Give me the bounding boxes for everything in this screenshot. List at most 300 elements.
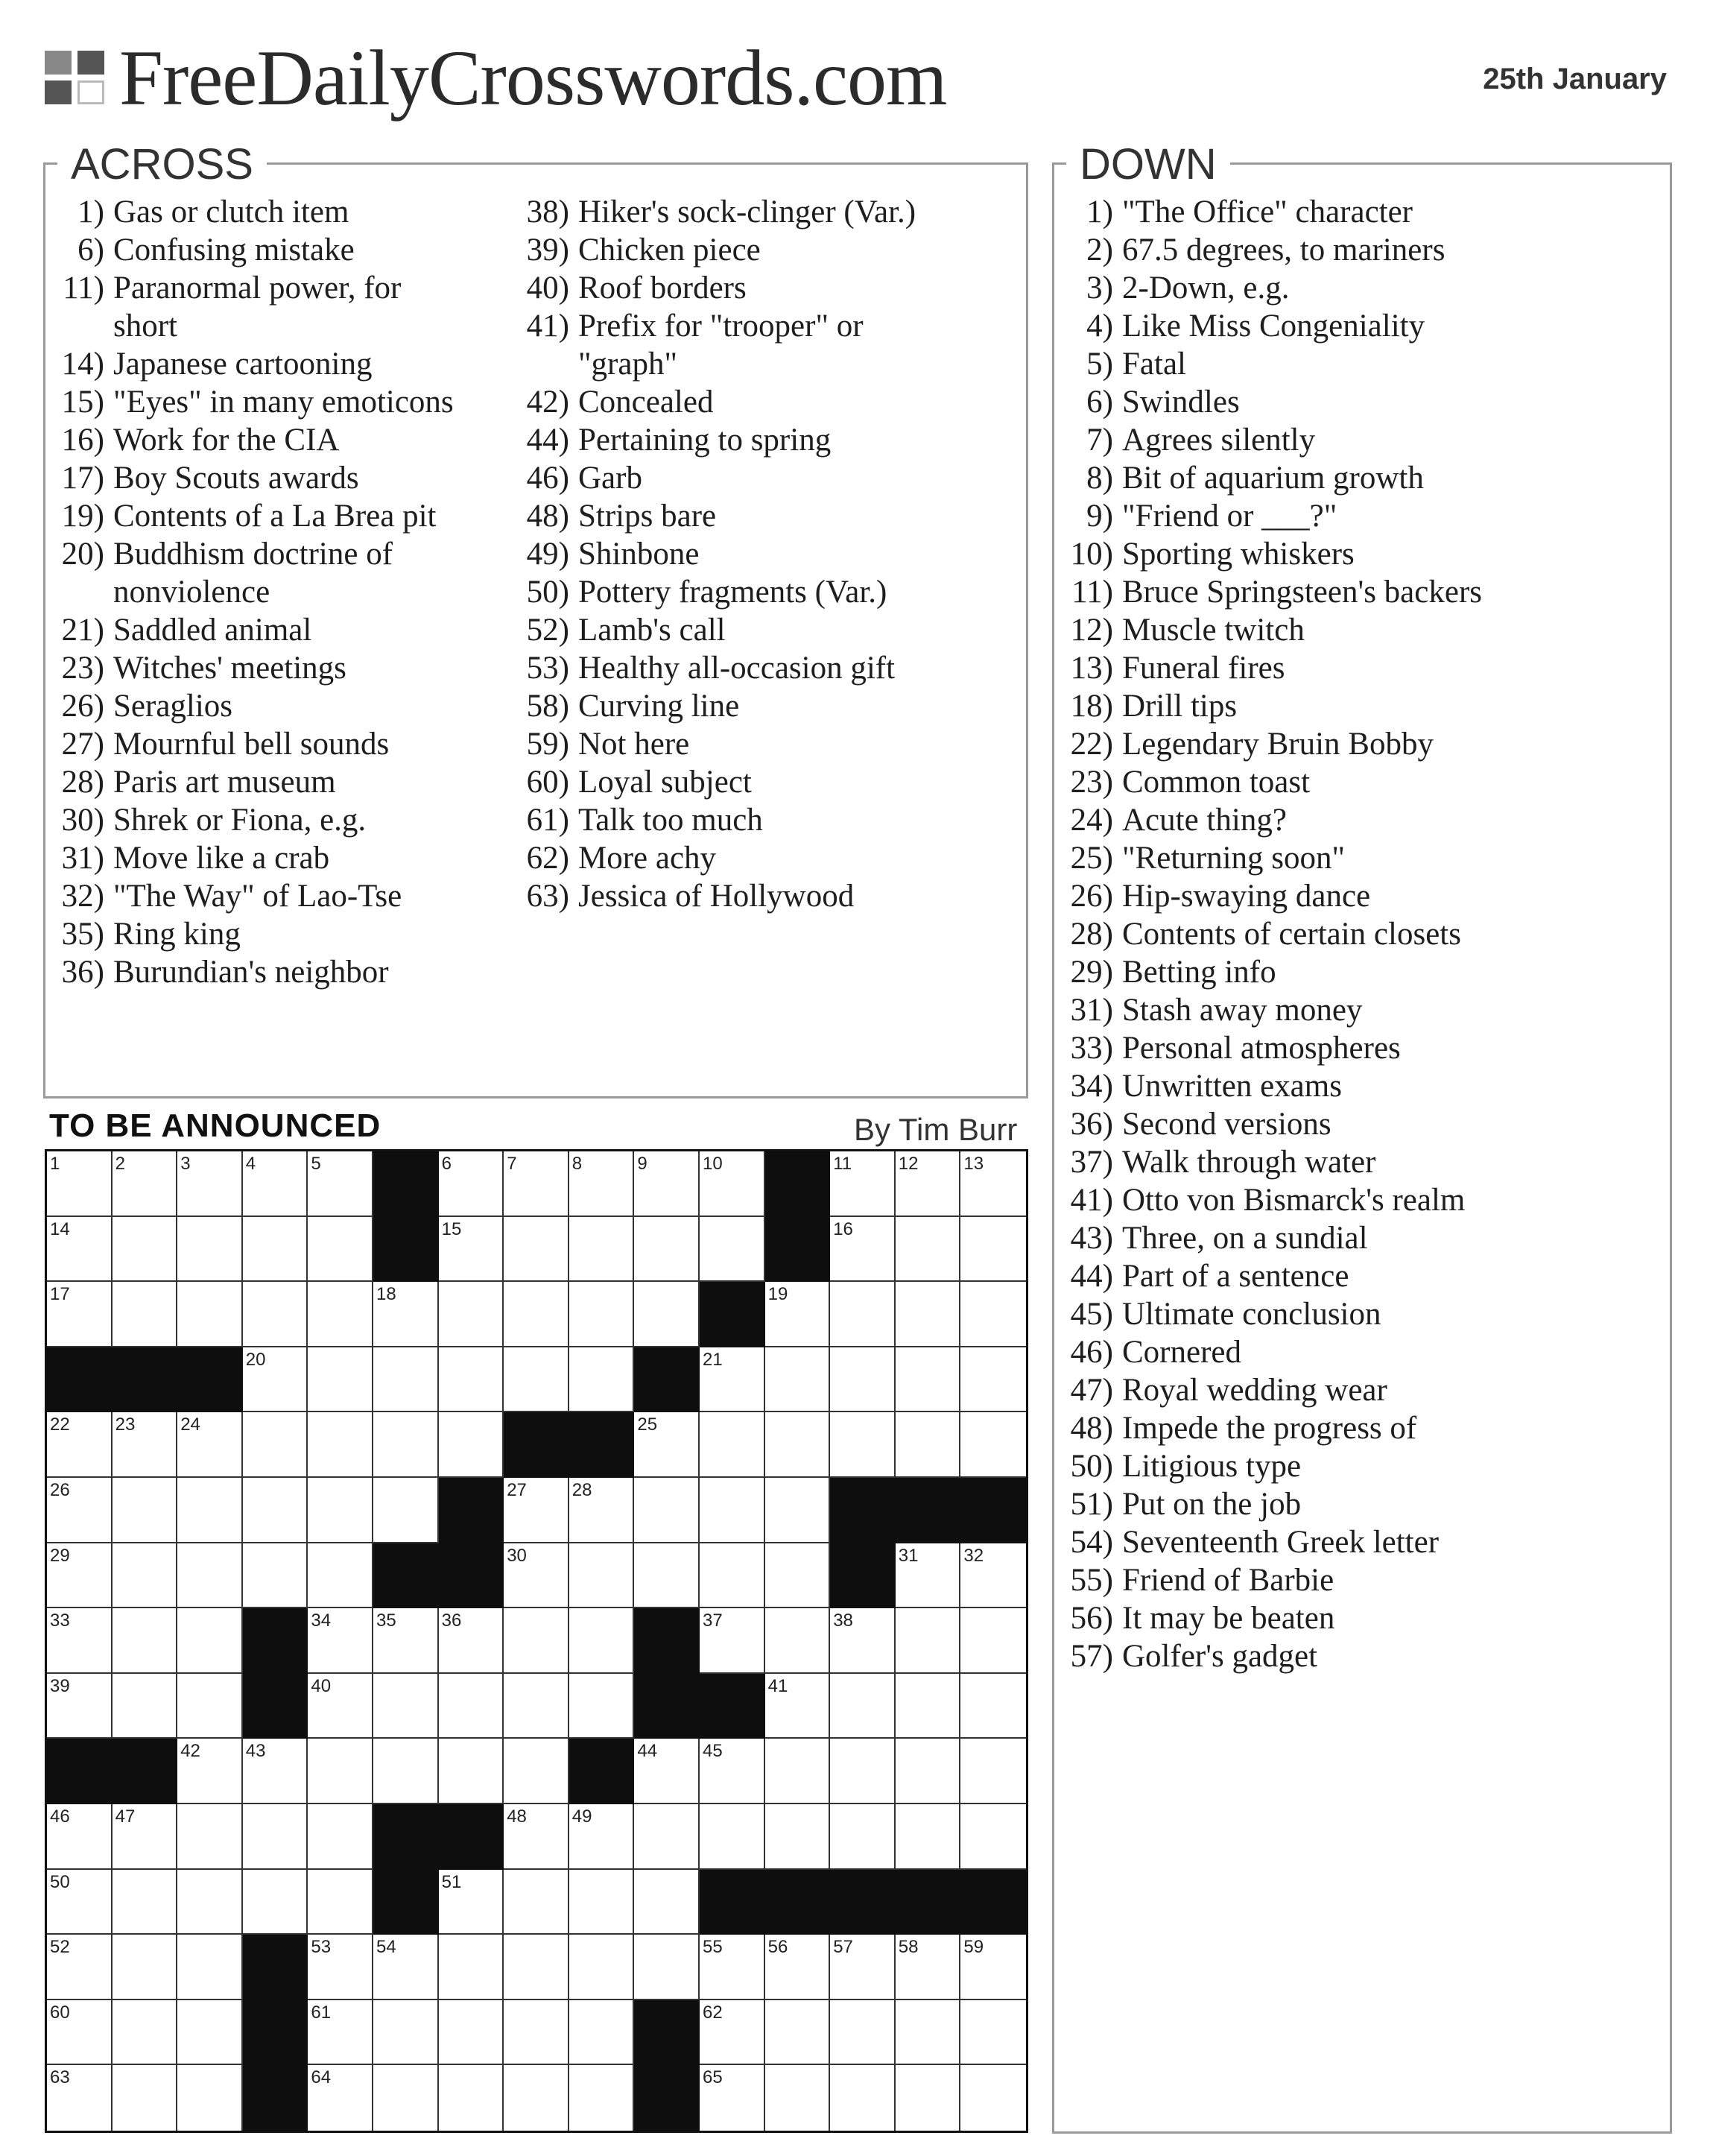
clue-text: Ring king [113,917,241,952]
grid-cell [308,2000,373,2066]
cell-number: 52 [50,1937,70,1958]
grid-cell [700,1347,765,1413]
cell-number: 17 [50,1284,70,1305]
across-clue [50,687,527,725]
grid-cell [960,1739,1026,1804]
cell-number: 40 [311,1675,332,1696]
down-clue [1059,421,1655,459]
logo-square [77,51,104,75]
across-clue [515,839,1022,877]
grid-cell [177,1543,243,1609]
grid-cell [896,1217,961,1283]
clue-text: Prefix for "trooper" or "graph" [578,309,864,382]
clue-text: Drill tips [1122,689,1238,724]
clue-number: 13) [1070,651,1113,686]
cell-number: 22 [50,1414,70,1435]
cell-number: 10 [702,1154,723,1174]
cell-number: 55 [702,1937,723,1958]
grid-cell [243,1217,308,1283]
grid-cell [634,1478,700,1543]
grid-cell [896,1151,961,1217]
grid-cell [308,1674,373,1739]
clue-text: "The Office" character [1122,195,1413,230]
grid-cell [308,1870,373,1935]
grid-cell [765,1935,831,2000]
grid-cell [308,1151,373,1217]
across-clue [50,839,527,877]
logo-square [45,51,72,75]
clue-number: 11) [63,271,104,306]
grid-cell [830,2065,896,2131]
down-clue [1059,193,1655,231]
cell-number: 6 [441,1154,452,1174]
grid-cell [439,1935,504,2000]
grid-cell [439,1739,504,1804]
down-clue [1059,459,1655,497]
cell-number: 65 [702,2067,723,2088]
grid-cell [700,1543,765,1609]
grid-cell [177,2065,243,2131]
across-clue [50,497,527,535]
cell-number: 44 [637,1741,658,1762]
grid-cell [113,1478,178,1543]
clue-number: 24) [1070,803,1113,838]
grid-cell [47,2065,113,2131]
puzzle-title: TO BE ANNOUNCED [49,1107,381,1144]
grid-cell [569,1217,635,1283]
cell-number: 19 [767,1284,788,1305]
clue-number: 20) [61,537,104,572]
grid-cell [830,1347,896,1413]
grid-cell [47,1543,113,1609]
clue-number: 61) [526,803,569,838]
down-clue [1059,611,1655,649]
cell-number: 49 [571,1806,592,1827]
grid-cell [177,1739,243,1804]
grid-cell [569,1151,635,1217]
cell-number: 7 [507,1154,517,1174]
clue-number: 6) [77,233,104,268]
clue-number: 56) [1070,1601,1113,1636]
cell-number: 34 [311,1610,332,1631]
clue-number: 36) [61,955,104,990]
grid-cell [569,1608,635,1674]
down-clue [1059,1219,1655,1257]
clue-number: 18) [1070,689,1113,724]
clue-number: 5) [1086,347,1113,382]
cell-number: 48 [507,1806,527,1827]
down-clue [1059,383,1655,421]
grid-cell [308,1217,373,1283]
grid-cell [243,1151,308,1217]
cell-number: 24 [180,1414,200,1435]
grid-cell [243,1870,308,1935]
grid-cell [439,1870,504,1935]
grid-cell [439,1151,504,1217]
grid-cell [373,1674,439,1739]
cell-number: 32 [963,1545,984,1566]
cell-number: 39 [50,1675,70,1696]
grid-cell [896,1608,961,1674]
across-clue [50,725,527,763]
black-square [47,1739,113,1804]
clue-number: 39) [526,233,569,268]
grid-cell [634,1151,700,1217]
black-square [700,1282,765,1347]
grid-cell [569,2000,635,2066]
clue-text: Talk too much [578,803,763,838]
cell-number: 33 [50,1610,70,1631]
grid-cell [177,1935,243,2000]
clue-number: 52) [526,613,569,648]
across-clue [515,763,1022,801]
clue-number: 49) [526,537,569,572]
clue-number: 44) [526,423,569,458]
clue-text: Fatal [1122,347,1186,382]
clue-number: 31) [61,841,104,876]
clue-number: 22) [1070,727,1113,762]
across-clue [50,421,527,459]
clue-number: 48) [526,499,569,534]
black-square [569,1412,635,1478]
grid-cell [177,1870,243,1935]
clue-number: 46) [526,461,569,496]
grid-cell [960,1935,1026,2000]
down-clue [1059,1143,1655,1181]
across-clue [50,231,527,269]
cell-number: 9 [637,1154,647,1174]
grid-cell [896,1804,961,1870]
clue-text: Like Miss Congeniality [1122,309,1425,344]
grid-cell [47,1412,113,1478]
clue-text: Bit of aquarium growth [1122,461,1424,496]
grid-cell [830,1804,896,1870]
clue-text: Contents of certain closets [1122,917,1461,952]
grid-cell [569,1674,635,1739]
grid-cell [960,1804,1026,1870]
cell-number: 38 [833,1610,853,1631]
clue-text: Golfer's gadget [1122,1639,1318,1674]
clue-number: 11) [1071,575,1113,610]
down-clue [1059,1333,1655,1371]
cell-number: 2 [115,1154,125,1174]
grid-cell [765,1412,831,1478]
clue-text: Paranormal power, for short [113,271,402,344]
grid-cell [243,1478,308,1543]
grid-cell [765,1608,831,1674]
cell-number: 5 [311,1154,321,1174]
cell-number: 31 [898,1545,919,1566]
grid-cell [243,1543,308,1609]
grid-cell [47,1674,113,1739]
black-square [960,1478,1026,1543]
down-clue [1059,1637,1655,1675]
grid-cell [700,1608,765,1674]
clue-number: 37) [1070,1145,1113,1180]
grid-cell [47,1870,113,1935]
black-square [504,1412,569,1478]
grid-cell [634,1739,700,1804]
cell-number: 61 [311,2002,332,2023]
grid-cell [47,1282,113,1347]
grid-cell [960,1151,1026,1217]
across-clue [515,535,1022,573]
clue-text: Work for the CIA [113,423,340,458]
across-clue [50,649,527,687]
grid-cell [308,1608,373,1674]
grid-cell [634,1870,700,1935]
across-clue [515,877,1022,915]
black-square [243,2065,308,2131]
grid-cell [765,1282,831,1347]
clue-text: Buddhism doctrine of nonviolence [113,537,393,610]
clue-number: 63) [526,879,569,914]
grid-cell [896,2000,961,2066]
grid-cell [373,1347,439,1413]
grid-cell [960,1347,1026,1413]
clue-text: It may be beaten [1122,1601,1335,1636]
clue-text: Witches' meetings [113,651,346,686]
down-clue [1059,1029,1655,1067]
clue-text: Part of a sentence [1122,1259,1349,1294]
grid-cell [504,1282,569,1347]
across-clues-column-1 [50,193,527,991]
across-clue [515,497,1022,535]
clue-text: Paris art museum [113,765,336,800]
clue-text: Funeral fires [1122,651,1285,686]
grid-cell [634,1804,700,1870]
down-clue [1059,1105,1655,1143]
clue-number: 6) [1086,385,1113,420]
down-clue [1059,1599,1655,1637]
clue-text: Healthy all-occasion gift [578,651,896,686]
grid-cell [700,1739,765,1804]
grid-cell [308,1347,373,1413]
grid-cell [830,1608,896,1674]
clue-text: "The Way" of Lao-Tse [113,879,402,914]
cell-number: 16 [833,1218,853,1239]
grid-cell [308,1478,373,1543]
clue-text: 67.5 degrees, to mariners [1122,233,1445,268]
clue-text: Confusing mistake [113,233,355,268]
down-heading: DOWN [1066,141,1230,189]
grid-cell [439,2000,504,2066]
grid-cell [47,1804,113,1870]
grid-cell [373,1739,439,1804]
grid-cell [634,1543,700,1609]
cell-number: 3 [180,1154,191,1174]
across-clue [515,459,1022,497]
clue-text: Swindles [1122,385,1240,420]
grid-cell [439,2065,504,2131]
clue-number: 48) [1070,1411,1113,1446]
grid-cell [634,1935,700,2000]
cell-number: 8 [571,1154,583,1174]
cell-number: 56 [767,1937,788,1958]
grid-cell [439,1282,504,1347]
cell-number: 15 [441,1218,462,1239]
grid-cell [634,1217,700,1283]
clue-text: Royal wedding wear [1122,1373,1387,1408]
across-clue [515,193,1022,231]
grid-cell [700,2000,765,2066]
black-square [439,1478,504,1543]
black-square [569,1739,635,1804]
black-square [634,2065,700,2131]
grid-cell [830,1412,896,1478]
grid-cell [960,2065,1026,2131]
clue-text: Agrees silently [1122,423,1316,458]
black-square [765,1870,831,1935]
cell-number: 13 [963,1154,984,1174]
down-clue [1059,269,1655,307]
grid-cell [960,1674,1026,1739]
down-clues-column [1059,193,1655,1675]
clue-number: 31) [1070,993,1113,1028]
grid-cell [113,1217,178,1283]
clue-text: Seraglios [113,689,233,724]
grid-cell [896,1543,961,1609]
across-clue [50,801,527,839]
clue-text: Legendary Bruin Bobby [1122,727,1434,762]
grid-cell [308,1804,373,1870]
clue-text: Pottery fragments (Var.) [578,575,887,610]
clue-text: Shrek or Fiona, e.g. [113,803,367,838]
grid-cell [765,1739,831,1804]
cell-number: 28 [571,1479,592,1500]
across-clue [50,611,527,649]
clue-text: Loyal subject [578,765,752,800]
cell-number: 62 [702,2002,723,2023]
grid-cell [765,1543,831,1609]
clue-text: Walk through water [1122,1145,1376,1180]
clue-text: Impede the progress of [1122,1411,1417,1446]
across-clue [515,421,1022,459]
cell-number: 26 [50,1479,70,1500]
down-clue [1059,1067,1655,1105]
grid-cell [177,1478,243,1543]
grid-cell [177,1608,243,1674]
clue-text: Burundian's neighbor [113,955,389,990]
black-square [700,1674,765,1739]
clue-number: 36) [1070,1107,1113,1142]
grid-cell [960,1543,1026,1609]
grid-cell [113,1543,178,1609]
grid-cell [504,1935,569,2000]
down-clue [1059,763,1655,801]
clue-number: 62) [526,841,569,876]
grid-cell [569,1347,635,1413]
grid-cell [504,1543,569,1609]
grid-cell [504,1739,569,1804]
cell-number: 41 [767,1675,788,1696]
grid-cell [830,1282,896,1347]
cell-number: 12 [898,1154,919,1174]
cell-number: 35 [376,1610,396,1631]
cell-number: 47 [115,1806,136,1827]
clue-number: 41) [526,309,569,344]
grid-cell [439,1217,504,1283]
cell-number: 36 [441,1610,462,1631]
clue-text: Otto von Bismarck's realm [1122,1183,1466,1218]
grid-cell [830,1217,896,1283]
grid-cell [243,1412,308,1478]
grid-cell [504,1608,569,1674]
black-square [634,1674,700,1739]
cell-number: 51 [441,1871,462,1892]
grid-cell [765,1478,831,1543]
puzzle-date: 25th January [1483,63,1667,95]
grid-cell [700,1804,765,1870]
grid-cell [177,1804,243,1870]
grid-cell [960,1217,1026,1283]
across-clue [515,687,1022,725]
clue-text: Garb [578,461,642,496]
grid-cell [830,2000,896,2066]
grid-cell [439,1674,504,1739]
grid-cell [830,1151,896,1217]
clue-number: 33) [1070,1031,1113,1066]
grid-cell [308,1935,373,2000]
grid-cell [765,1347,831,1413]
cell-number: 64 [311,2067,332,2088]
grid-cell [113,1412,178,1478]
down-clue [1059,915,1655,953]
clue-text: Strips bare [578,499,717,534]
clue-number: 57) [1070,1639,1113,1674]
cell-number: 18 [376,1284,396,1305]
clue-text: "Eyes" in many emoticons [113,385,454,420]
black-square [960,1870,1026,1935]
grid-cell [569,1543,635,1609]
grid-cell [504,2000,569,2066]
grid-cell [634,1412,700,1478]
down-clue [1059,1295,1655,1333]
cell-number: 14 [50,1218,70,1239]
across-clue [50,763,527,801]
cell-number: 58 [898,1937,919,1958]
clue-number: 21) [61,613,104,648]
across-clue [50,193,527,231]
clue-number: 1) [77,195,104,230]
clue-number: 16) [61,423,104,458]
clue-number: 4) [1086,309,1113,344]
down-clue [1059,991,1655,1029]
clue-number: 46) [1070,1335,1113,1370]
grid-cell [504,1870,569,1935]
cell-number: 20 [245,1349,266,1370]
black-square [830,1870,896,1935]
black-square [243,1935,308,2000]
clue-number: 23) [1070,765,1113,800]
black-square [47,1347,113,1413]
across-clues-column-2 [515,193,1022,915]
clue-text: Friend of Barbie [1122,1563,1334,1598]
down-clue [1059,231,1655,269]
grid-cell [177,1412,243,1478]
clue-text: Litigious type [1122,1449,1302,1484]
clue-number: 41) [1070,1183,1113,1218]
clue-text: Ultimate conclusion [1122,1297,1381,1332]
grid-cell [504,1347,569,1413]
grid-cell [177,2000,243,2066]
black-square [896,1478,961,1543]
clue-number: 12) [1070,613,1113,648]
cell-number: 23 [115,1414,136,1435]
clue-number: 50) [1070,1449,1113,1484]
grid-cell [896,1282,961,1347]
grid-cell [47,1935,113,2000]
